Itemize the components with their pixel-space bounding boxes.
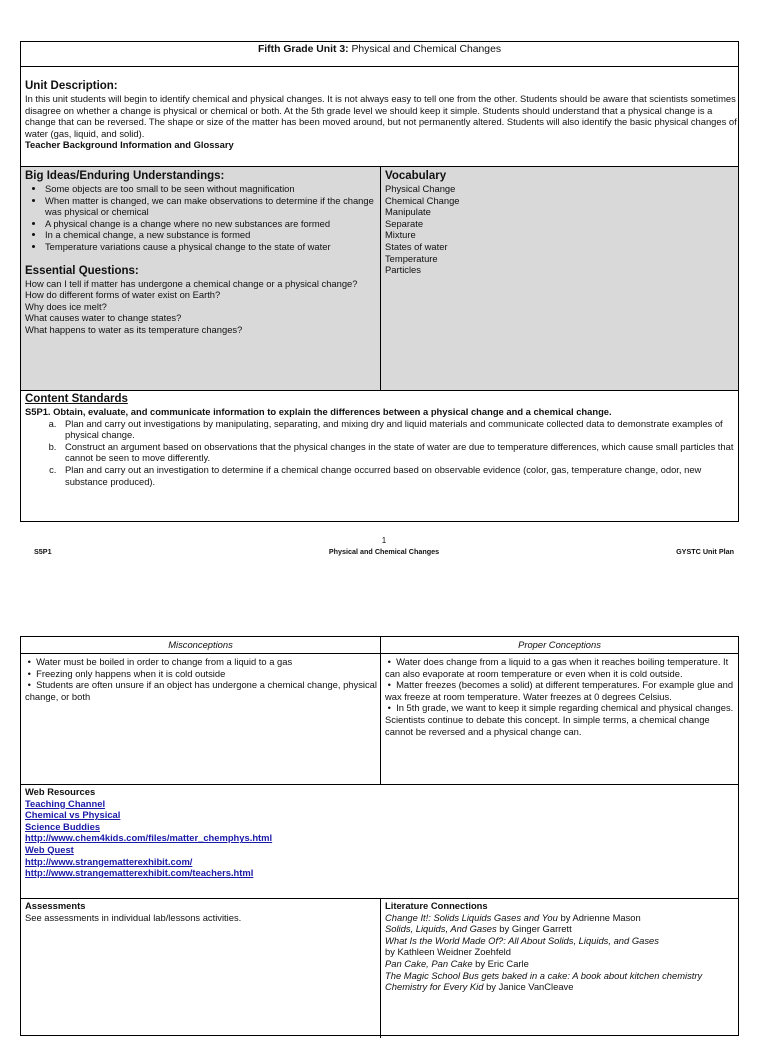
big-ideas-list <box>25 183 376 253</box>
essential-question: What causes water to change states? <box>25 312 182 324</box>
footer-right: GYSTC Unit Plan <box>676 547 734 556</box>
web-quest-link[interactable]: Web Quest <box>25 843 74 855</box>
teaching-channel-link[interactable]: Teaching Channel <box>25 797 106 809</box>
vocab-term: Particles <box>385 264 421 276</box>
standard-main: S5P1. Obtain, evaluate, and communicate information to explain the differences between a physical change and a chemical change. <box>25 406 612 417</box>
list-item: • A physical change is a change where no new substances are formed <box>45 218 376 230</box>
strangematter-link[interactable]: http://www.strangematterexhibit.com/ <box>25 855 193 867</box>
vocab-term: Separate <box>385 217 424 229</box>
literature-item: Change It!: Solids Liquids Gases and You by Adrienne Mason <box>385 911 641 923</box>
list-item: a. Plan and carry out investigations by manipulating, separating, and mixing dry and liquid materials and communicate collected data to demonstrate examples of physical change. <box>59 418 737 441</box>
essential-questions-heading: Essential Questions: <box>25 264 139 277</box>
unit-title-rest: Physical and Chemical Changes <box>351 44 502 55</box>
list-item: • Water does change from a liquid to a gas when it reaches boiling temperature. It can also evaporate at room temperature or even when it is cold outside. <box>385 656 729 679</box>
proper-conceptions-heading: Proper Conceptions <box>518 639 601 650</box>
page-number: 1 <box>381 536 387 545</box>
unit-title-prefix: Fifth Grade Unit 3: <box>257 44 349 55</box>
list-item: c. Plan and carry out an investigation to determine if a chemical change occurred based on observable evidence (color, gas, temperature change, odor, new substance produced). <box>59 464 737 487</box>
content-standards-heading: Content Standards <box>25 393 128 405</box>
list-item: • When matter is changed, we can make observations to determine if the change was physical or chemical <box>45 195 376 218</box>
vocab-term: Mixture <box>385 229 416 241</box>
unit-title <box>21 44 738 60</box>
vocab-term: Chemical Change <box>385 194 460 206</box>
literature-item: Chemistry for Every Kid by Janice VanCleave <box>385 981 574 993</box>
unit-plan-table <box>20 41 739 522</box>
list-item: • Matter freezes (becomes a solid) at different temperatures. For example glue and wax freeze at room temperature. Water freezes at 0 degrees Celsius. <box>385 679 734 702</box>
vocab-term: Temperature <box>385 252 438 264</box>
assessments-section <box>25 900 377 1030</box>
science-buddies-link[interactable]: Science Buddies <box>25 820 101 832</box>
chemical-vs-physical-link[interactable]: Chemical vs Physical <box>25 809 121 821</box>
vocabulary-heading: Vocabulary <box>385 170 447 182</box>
proper-conceptions-list <box>385 656 737 782</box>
chem4kids-link[interactable]: http://www.chem4kids.com/files/matter_chemphys.html <box>25 832 273 844</box>
strangematter-teachers-link[interactable]: http://www.strangematterexhibit.com/teachers.html <box>25 867 254 879</box>
list-item: b. Construct an argument based on observations that the physical changes in the state of water are due to temperature differences, which cause small particles that cannot be seen to move differently. <box>59 441 737 464</box>
list-item: • Freezing only happens when it is cold outside <box>25 667 226 679</box>
assessments-heading: Assessments <box>25 900 86 911</box>
list-item: • In a chemical change, a new substance is formed <box>45 229 376 241</box>
misconceptions-list <box>25 656 377 782</box>
big-ideas-heading: Big Ideas/Enduring Understandings: <box>25 170 225 182</box>
essential-question: Why does ice melt? <box>25 300 107 312</box>
literature-item: by Kathleen Weidner Zoehfeld <box>385 946 511 958</box>
content-standards-section <box>25 392 737 520</box>
essential-question: What happens to water as its temperature changes? <box>25 323 243 335</box>
literature-item: Solids, Liquids, And Gases by Ginger Garrett <box>385 923 572 935</box>
unit-description-text: In this unit students will begin to identify chemical and physical changes. It is not always easy to tell one from the other. Students should be aware that scientists sometimes disagree on whether a change is physical or chemical or both. At the 5th grade level we should keep it simple. Students should understand that a physical change is a change that can be reversed. The shape or size of the matter has been moved around, but not permanently altered. Students will also identify the basic physical changes of water (gas, liquid, and solid). <box>25 93 737 139</box>
footer-left: S5P1 <box>34 547 52 556</box>
misconceptions-heading: Misconceptions <box>168 639 233 650</box>
list-item: • In 5th grade, we want to keep it simple regarding chemical and physical changes. Scientists continue to debate this concept. In simple terms, a chemical change cannot be reversed and a physical change can. <box>385 702 734 737</box>
big-ideas-section <box>21 167 380 390</box>
literature-item: What Is the World Made Of?: All About Solids, Liquids, and Gases <box>385 934 659 946</box>
standard-items <box>25 418 737 488</box>
web-resources-heading: Web Resources <box>25 786 96 797</box>
conceptions-table <box>20 636 739 1036</box>
unit-description <box>25 79 737 169</box>
unit-description-heading: Unit Description: <box>25 80 118 92</box>
literature-section <box>385 900 737 1036</box>
list-item: • Students are often unsure if an object has undergone a chemical change, physical change, or both <box>25 679 377 702</box>
vocab-term: States of water <box>385 240 448 252</box>
list-item: • Temperature variations cause a physical change to the state of water <box>45 241 376 253</box>
list-item: • Some objects are too small to be seen without magnification <box>45 183 376 195</box>
vocabulary-section <box>381 167 738 390</box>
essential-question: How can I tell if matter has undergone a chemical change or a physical change? <box>25 277 358 289</box>
essential-question: How do different forms of water exist on Earth? <box>25 289 221 301</box>
literature-item: The Magic School Bus gets baked in a cake: A book about kitchen chemistry <box>385 969 703 981</box>
literature-heading: Literature Connections <box>385 900 488 911</box>
list-item: • Water must be boiled in order to change from a liquid to a gas <box>25 656 293 667</box>
teacher-background-link[interactable]: Teacher Background Information and Glossary <box>25 139 234 151</box>
web-resources-section <box>25 786 737 896</box>
footer-center: Physical and Chemical Changes <box>328 547 440 556</box>
vocab-term: Physical Change <box>385 183 456 194</box>
assessments-text: See assessments in individual lab/lessons activities. <box>25 911 242 923</box>
literature-item: Pan Cake, Pan Cake by Eric Carle <box>385 957 529 969</box>
vocab-term: Manipulate <box>385 206 431 218</box>
